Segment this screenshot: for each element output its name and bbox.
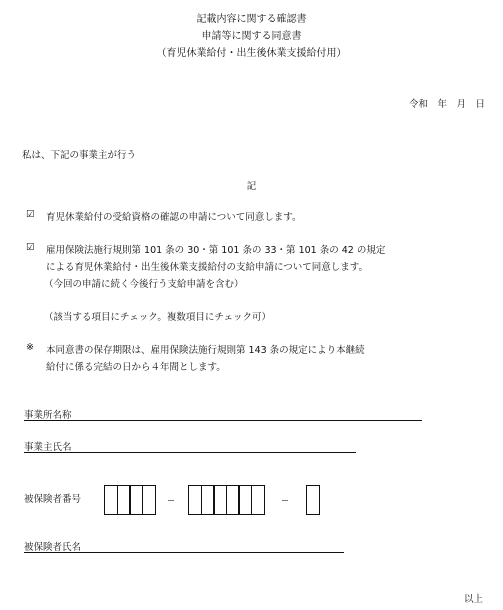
employer-name-label: 事業主氏名 bbox=[24, 442, 72, 453]
document-subtitle: 申請等に関する同意書 bbox=[201, 31, 302, 42]
ki-heading: 記 bbox=[246, 181, 257, 192]
intro-text: 私は、下記の事業主が行う bbox=[22, 150, 137, 161]
item1-checkbox[interactable]: ☑ bbox=[26, 209, 35, 220]
date-field: 令和 年 月 日 bbox=[408, 99, 485, 110]
number-separator-dash bbox=[168, 500, 174, 501]
number-digit-box[interactable] bbox=[142, 485, 156, 515]
item2-text-line3: （今回の申請に続く今後行う支給申請を含む） bbox=[44, 279, 244, 290]
item1-text: 育児休業給付の受給資格の確認の申請について同意します。 bbox=[46, 212, 302, 223]
employer-name-line[interactable] bbox=[24, 452, 356, 453]
insured-name-line[interactable] bbox=[24, 552, 344, 553]
item2-checkbox[interactable]: ☑ bbox=[26, 242, 35, 253]
number-separator-dash bbox=[282, 500, 288, 501]
note-mark: ※ bbox=[26, 342, 34, 353]
document-scope: （育児休業給付・出生後休業支援給付用） bbox=[156, 48, 347, 59]
check-instruction: （該当する項目にチェック。複数項目にチェック可） bbox=[44, 312, 272, 323]
item2-text-line1: 雇用保険法施行規則第 101 条の 30・第 101 条の 33・第 101 条の 42 の規定 bbox=[46, 245, 386, 256]
document-title: 記載内容に関する確認書 bbox=[196, 14, 307, 25]
office-name-line[interactable] bbox=[24, 420, 422, 421]
insured-name-label: 被保険者氏名 bbox=[24, 542, 82, 553]
item2-text-line2: による育児休業給付・出生後休業支援給付の支給申請について同意します。 bbox=[46, 262, 369, 273]
office-name-label: 事業所名称 bbox=[24, 410, 72, 421]
note-text-line2: 給付に係る完結の日から４年間とします。 bbox=[46, 362, 226, 373]
number-digit-box[interactable] bbox=[251, 485, 265, 515]
note-text-line1: 本同意書の保存期限は、雇用保険法施行規則第 143 条の規定により本継続 bbox=[46, 345, 365, 356]
insured-number-label: 被保険者番号 bbox=[24, 494, 82, 505]
number-digit-box[interactable] bbox=[306, 485, 320, 515]
closing-text: 以上 bbox=[463, 594, 483, 605]
